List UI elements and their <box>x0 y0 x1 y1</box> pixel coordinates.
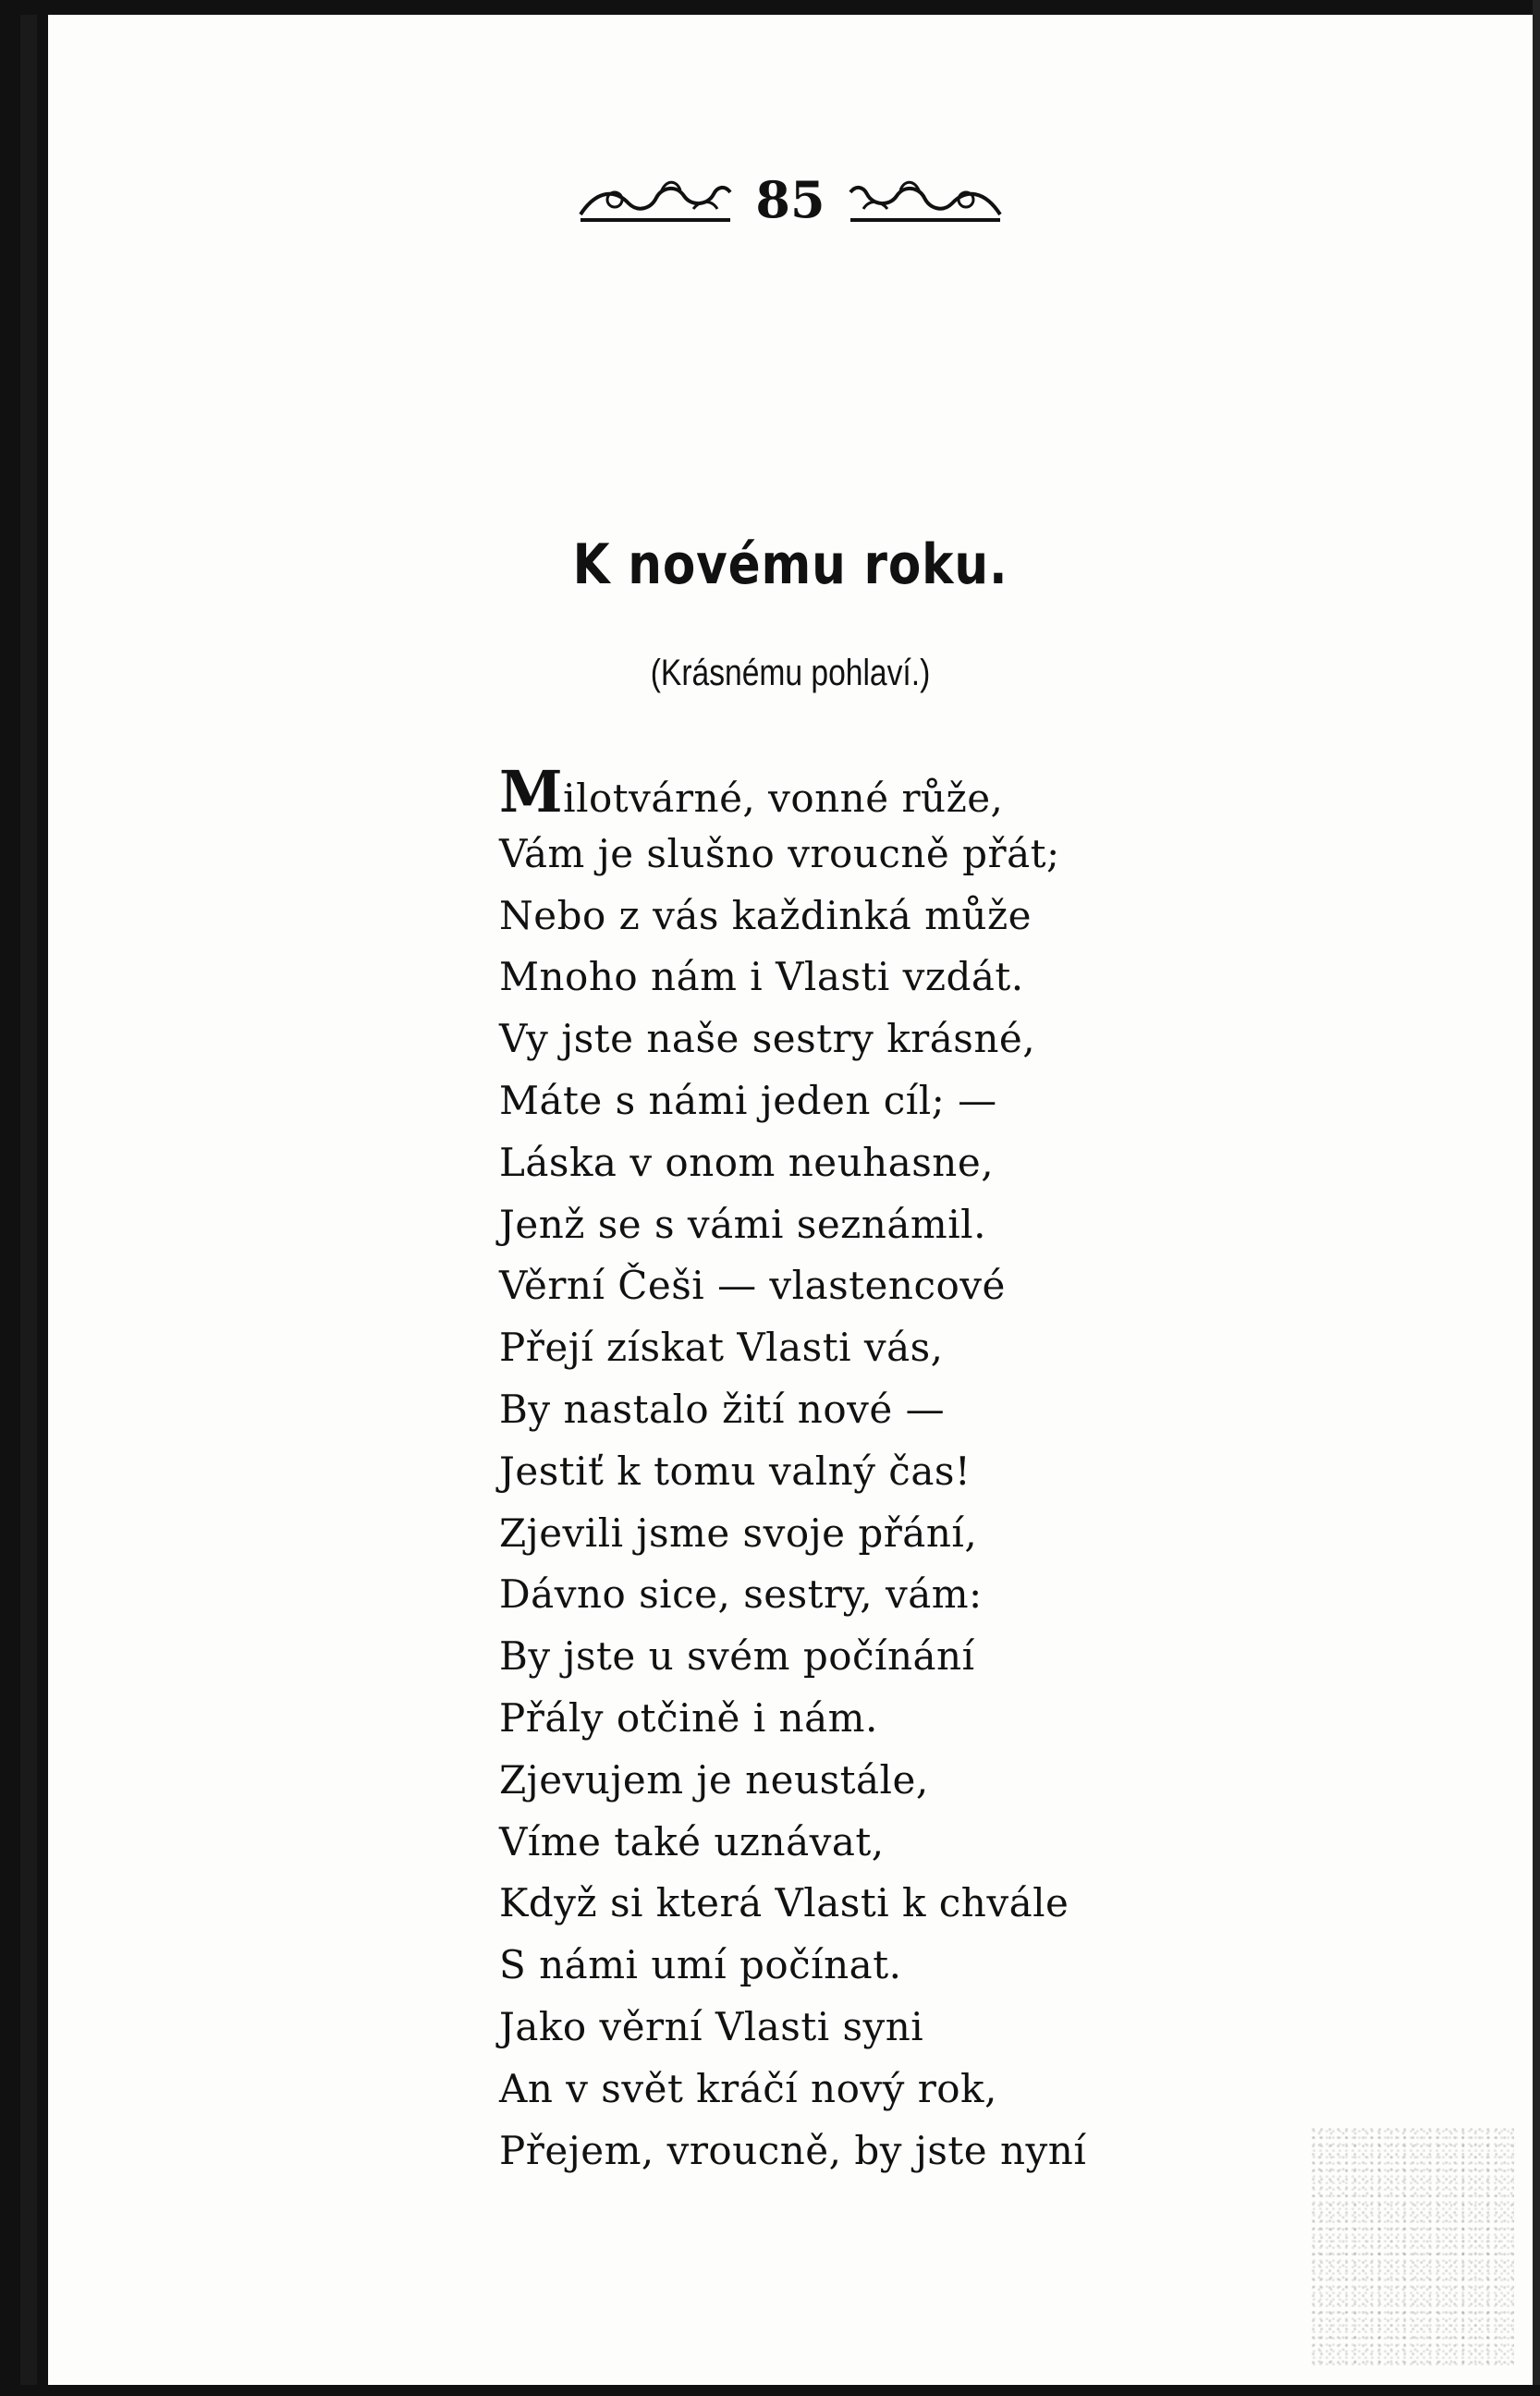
poem-line: Věrní Češi — vlastencové <box>499 1263 1006 1309</box>
poem-line <box>499 758 1424 825</box>
scan-border-top <box>0 0 1540 15</box>
page-header <box>48 172 1533 227</box>
poem-line-text: ilotvárné, vonné růže, <box>563 776 1004 821</box>
drop-initial: M <box>499 758 564 825</box>
left-floral-ornament-icon <box>573 172 735 227</box>
poem-line: Dávno sice, sestry, vám: <box>499 1571 983 1618</box>
poem-line: Jenž se s vámi seznámil. <box>499 1201 986 1247</box>
poem-title: K novému roku. <box>572 532 1008 597</box>
poem-line: Přály otčině i nám. <box>499 1694 878 1741</box>
scan-border-right <box>1533 0 1540 2396</box>
poem-line: Nebo z vás každinká může <box>499 892 1032 938</box>
poem-line: Zjevili jsme svoje přání, <box>499 1510 978 1556</box>
right-floral-ornament-icon <box>846 172 1008 227</box>
book-spine-edge <box>20 15 37 2396</box>
poem-line: Vy jste naše sestry krásné, <box>499 1016 1036 1062</box>
poem-line: Když si která Vlasti k chvále <box>499 1880 1069 1926</box>
book-page <box>48 15 1533 2385</box>
poem-line: Jestiť k tomu valný čas! <box>499 1448 972 1494</box>
poem-line: Máte s námi jeden cíl; — <box>499 1077 997 1123</box>
poem-line: Jako věrní Vlasti syni <box>499 2003 924 2049</box>
poem-line: Přejí získat Vlasti vás, <box>499 1325 944 1371</box>
poem-line: Mnoho nám i Vlasti vzdát. <box>499 954 1024 1000</box>
poem-line: By jste u svém počínání <box>499 1633 975 1680</box>
poem-body <box>499 758 1424 2182</box>
poem-line: By nastalo žití nové — <box>499 1386 946 1432</box>
scan-border-bottom <box>0 2385 1540 2396</box>
page-number: 85 <box>755 170 825 229</box>
poem-line: Přejem, vroucně, by jste nyní <box>499 2127 1087 2173</box>
poem-line: Láska v onom neuhasne, <box>499 1139 995 1185</box>
poem-subtitle: (Krásnému pohlaví.) <box>650 653 931 693</box>
poem-line: Víme také uznávat, <box>499 1818 885 1864</box>
poem-line: Zjevujem je neustále, <box>499 1756 929 1803</box>
poem-line: S námi umí počínat. <box>499 1942 902 1988</box>
poem-line: Vám je slušno vroucně přát; <box>499 830 1060 876</box>
poem-line: An v svět kráčí nový rok, <box>499 2065 997 2111</box>
